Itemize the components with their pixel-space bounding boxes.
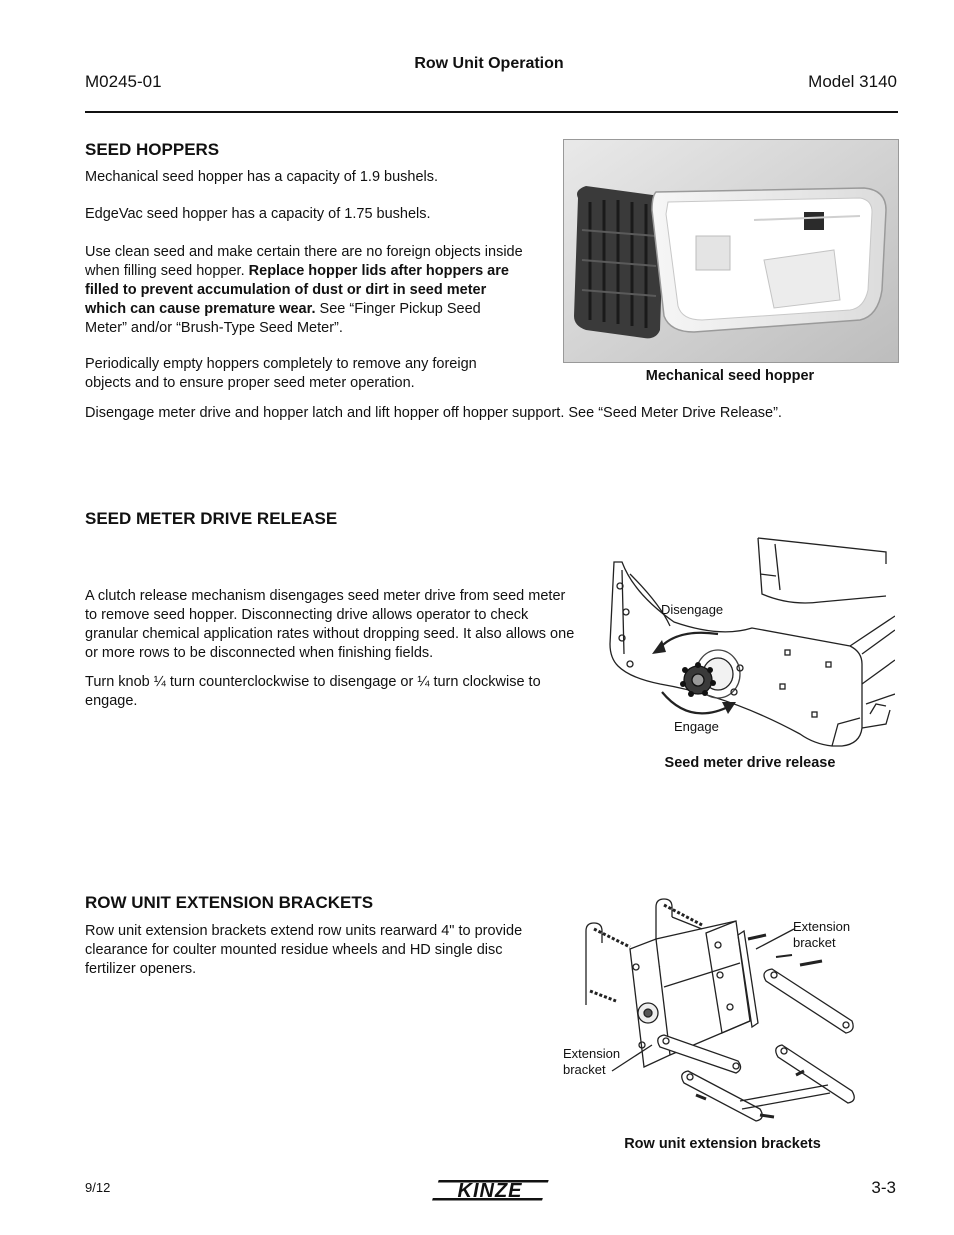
kinze-logo-text: KINZE: [457, 1180, 523, 1202]
seed-hoppers-p1: Mechanical seed hopper has a capacity of 1.9 bushels.: [85, 169, 439, 185]
seed-hoppers-p3: [85, 243, 525, 338]
disengage-label: Disengage: [661, 602, 724, 617]
seed-hoppers-p4: Periodically empty hoppers completely to remove any foreign objects and to ensure proper seed meter operation.: [85, 356, 477, 391]
mechanical-seed-hopper-photo: [563, 139, 899, 363]
clutch-knob: [680, 662, 716, 697]
drive-release-p1: A clutch release mechanism disengages seed meter drive from seed meter to remove seed hopper. Disconnecting drive allows operator to check granular chemical application rates without dropping seed. It also allows one or more rows to be disconnected when finishing fields.: [85, 588, 575, 661]
seed-hoppers-p3-lead: Use clean seed and make certain there are no foreign objects inside when filling seed hopper.: [85, 244, 523, 279]
model-label: Model 3140: [808, 72, 897, 91]
seed-hoppers-p5: Disengage meter drive and hopper latch and lift hopper off hopper support. See “Seed Meter Drive Release”.: [85, 405, 782, 421]
seed-hoppers-heading: SEED HOPPERS: [85, 140, 220, 159]
extension-heading: ROW UNIT EXTENSION BRACKETS: [85, 893, 374, 912]
seed-hoppers-p2: EdgeVac seed hopper has a capacity of 1.75 bushels.: [85, 206, 431, 222]
drive-release-drawing: [600, 534, 895, 754]
extension-top-label: [793, 919, 850, 951]
seed-hoppers-p3-tail: See “Finger Pickup Seed Meter” and/or “Brush-Type Seed Meter”.: [85, 301, 481, 336]
extension-left-label-line2: bracket: [563, 1062, 606, 1077]
seed-hoppers-p3-bold: Replace hopper lids after hoppers are filled to prevent accumulation of dust or dirt in seed meter which can cause premature wear.: [85, 263, 509, 317]
extension-top-label-line2: bracket: [793, 935, 836, 950]
extension-left-label-line1: Extension: [563, 1046, 621, 1061]
drive-release-illustration: [600, 534, 895, 754]
extension-figure-caption: Row unit extension brackets: [624, 1136, 821, 1152]
page-number: 3-3: [871, 1178, 896, 1197]
doc-number: M0245-01: [85, 72, 162, 91]
extension-left-label: [563, 1046, 620, 1078]
kinze-logo-mark: [430, 1176, 550, 1204]
drive-release-figure-caption: Seed meter drive release: [664, 755, 836, 771]
engage-label: Engage: [674, 719, 719, 734]
footer-date: 9/12: [85, 1180, 111, 1195]
hopper-illustration: [564, 140, 898, 362]
section-title: Row Unit Operation: [414, 55, 564, 72]
hopper-figure-caption: Mechanical seed hopper: [645, 368, 815, 384]
header-rule: [85, 111, 898, 113]
extension-top-label-line1: Extension: [793, 919, 851, 934]
kinze-logo: [430, 1176, 550, 1204]
extension-p1: Row unit extension brackets extend row units rearward 4" to provide clearance for coulter mounted residue wheels and HD single disc fertilizer openers.: [85, 923, 523, 977]
drive-release-heading: SEED METER DRIVE RELEASE: [85, 509, 338, 528]
drive-release-p2: Turn knob ¼ turn counterclockwise to disengage or ¼ turn clockwise to engage.: [85, 674, 541, 709]
